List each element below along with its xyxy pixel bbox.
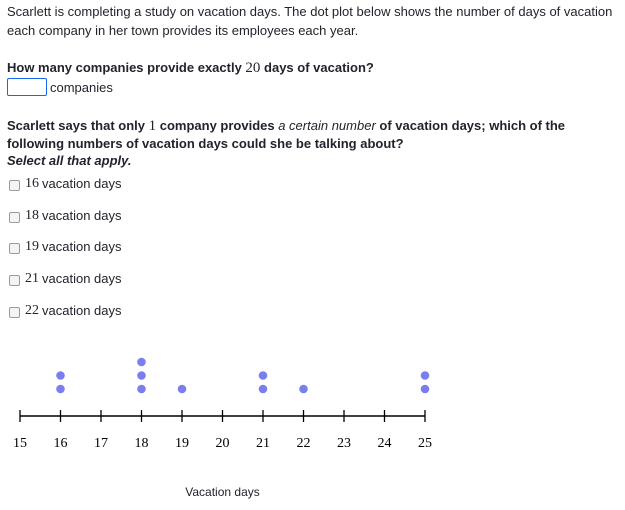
data-dot xyxy=(137,385,146,394)
data-dot xyxy=(56,385,65,394)
question-1-prompt-end: days of vacation? xyxy=(260,60,374,75)
data-dot xyxy=(421,371,430,380)
choice-number: 19 xyxy=(25,239,39,255)
checkbox-icon[interactable] xyxy=(9,180,20,191)
question-2-number: 1 xyxy=(148,118,157,134)
axis-tick-label: 19 xyxy=(175,436,189,451)
checkbox-icon[interactable] xyxy=(9,212,20,223)
checkbox-icon[interactable] xyxy=(9,243,20,254)
axis-tick-label: 20 xyxy=(215,436,230,451)
axis-tick-label: 18 xyxy=(134,436,149,451)
x-axis-label: Vacation days xyxy=(185,485,260,499)
question-1-answer-row xyxy=(7,78,113,96)
select-all-instruction: Select all that apply. xyxy=(7,153,132,168)
data-dot xyxy=(421,385,430,394)
choice-label: vacation days xyxy=(42,271,122,287)
data-dot xyxy=(299,385,308,394)
choice-label: vacation days xyxy=(42,176,122,191)
question-2-emphasis: a certain number xyxy=(278,118,376,133)
question-1-prompt xyxy=(7,59,374,77)
choice-22-vacation-days[interactable] xyxy=(9,303,122,335)
data-dot xyxy=(137,371,146,380)
question-1-number: 20 xyxy=(245,60,261,76)
choice-21-vacation-days[interactable] xyxy=(9,271,122,303)
axis-tick-label: 15 xyxy=(13,436,27,451)
data-dot xyxy=(56,371,65,380)
choice-label: vacation days xyxy=(42,207,122,223)
checkbox-icon[interactable] xyxy=(9,275,20,286)
data-dot xyxy=(259,371,268,380)
choice-number: 16 xyxy=(25,176,39,191)
answer-choices xyxy=(9,176,122,334)
question-1-prompt-start: How many companies provide exactly xyxy=(7,60,246,75)
choice-18-vacation-days[interactable] xyxy=(9,208,122,240)
answer-unit-label: companies xyxy=(50,79,113,95)
axis-tick-label: 17 xyxy=(94,436,108,451)
axis-tick-label: 22 xyxy=(296,436,311,451)
checkbox-icon[interactable] xyxy=(9,307,20,318)
choice-number: 21 xyxy=(25,271,39,287)
choice-number: 18 xyxy=(25,207,39,223)
choice-label: vacation days xyxy=(42,302,122,318)
axis-tick-label: 21 xyxy=(256,436,270,451)
data-dot xyxy=(259,385,268,394)
choice-number: 22 xyxy=(25,302,39,318)
axis-tick-label: 23 xyxy=(337,436,351,451)
data-dot xyxy=(178,385,187,394)
choice-16-vacation-days[interactable] xyxy=(9,176,122,208)
question-2-prompt-start: Scarlett says that only xyxy=(7,118,149,133)
axis-tick-label: 25 xyxy=(418,436,432,451)
companies-count-input[interactable] xyxy=(7,78,47,96)
vacation-days-dot-plot xyxy=(0,340,625,510)
data-dot xyxy=(137,358,146,367)
axis-tick-label: 16 xyxy=(53,436,68,451)
axis-tick-label: 24 xyxy=(377,436,392,451)
question-2-prompt xyxy=(7,117,607,153)
question-2-prompt-end: of vacation days; which of the following numbers of vacation days could she be talking about? xyxy=(7,118,566,151)
question-2-prompt-middle: company provides xyxy=(156,118,279,133)
choice-19-vacation-days[interactable] xyxy=(9,239,122,271)
intro-text: Scarlett is completing a study on vacation days. The dot plot below shows the number of days of vacation each company in her town provides its employees each year. xyxy=(7,4,613,38)
choice-label: vacation days xyxy=(42,239,122,255)
